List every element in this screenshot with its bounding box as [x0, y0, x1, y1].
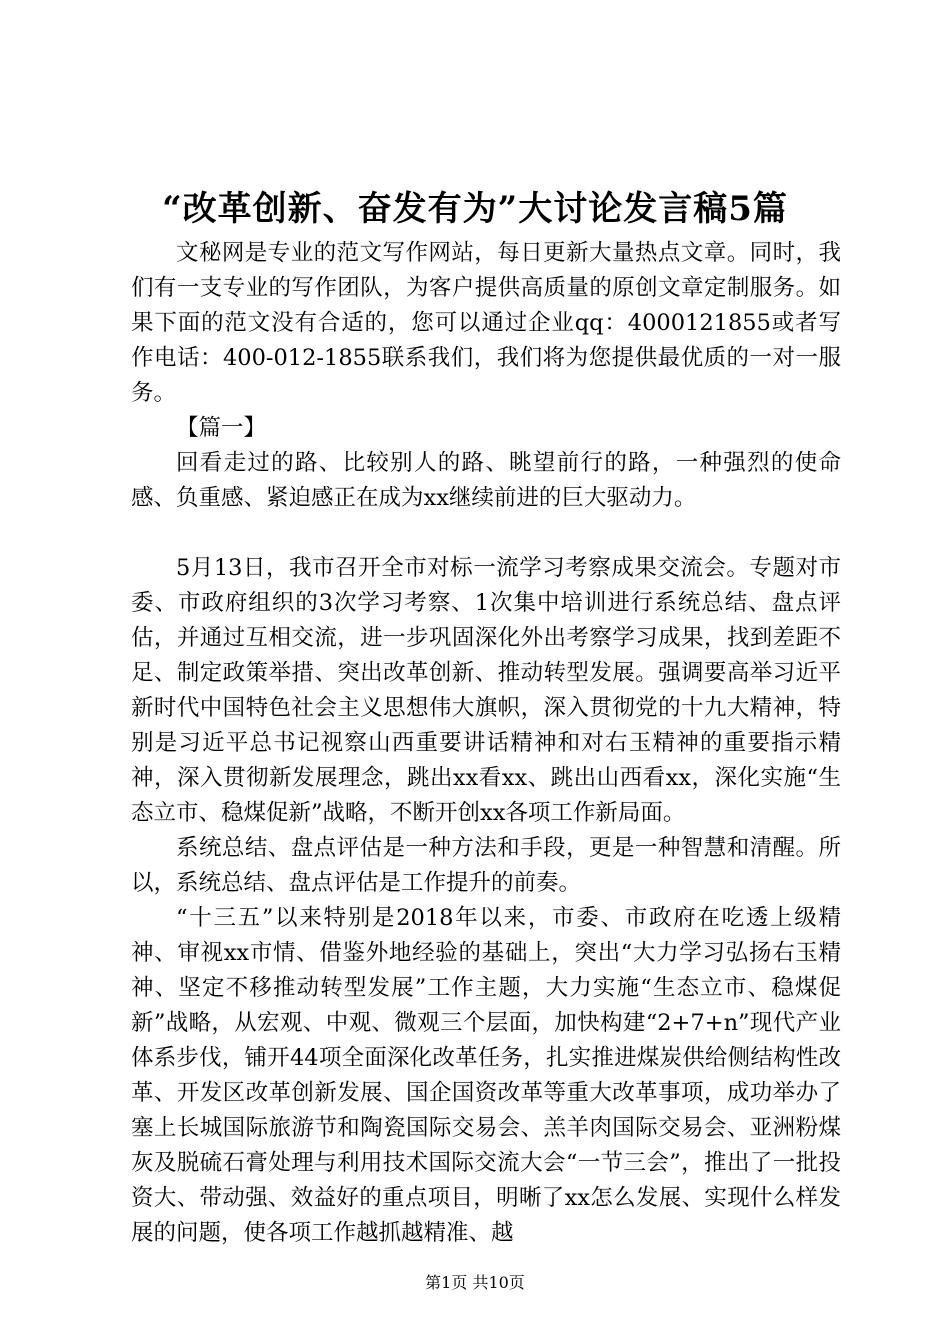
- document-body: [131, 236, 841, 1251]
- body-paragraph: 回看走过的路、比较别人的路、眺望前行的路，一种强烈的使命感、负重感、紧迫感正在成为xx继续前进的巨大驱动力。: [131, 450, 841, 511]
- body-paragraph: “十三五”以来特别是2018年以来，市委、市政府在吃透上级精神、审视xx市情、借鉴外地经验的基础上，突出“大力学习弘扬右玉精神、坚定不移推动转型发展”工作主题，大力实施“生态立市、稳煤促新”战略，从宏观、中观、微观三个层面，加快构建“2+7+n”现代产业体系步伐，铺开44项全面深化改革任务，扎实推进煤炭供给侧结构性改革、开发区改革创新发展、国企国资改革等重大改革事项，成功举办了塞上长城国际旅游节和陶瓷国际交易会、羔羊肉国际交易会、亚洲粉煤灰及脱硫石膏处理与利用技术国际交流大会“一节三会”，推出了一批投资大、带动强、效益好的重点项目，明晰了xx怎么发展、实现什么样发展的问题，使各项工作越抓越精准、越: [131, 905, 841, 1246]
- document-title: “改革创新、奋发有为”大讨论发言稿5篇: [162, 189, 788, 229]
- body-paragraph: 5月13日，我市召开全市对标一流学习考察成果交流会。专题对市委、市政府组织的3次学习考察、1次集中培训进行系统总结、盘点评估，并通过互相交流，进一步巩固深化外出考察学习成果，找到差距不足、制定政策举措、突出改革创新、推动转型发展。强调要高举习近平新时代中国特色社会主义思想伟大旗帜，深入贯彻党的十九大精神，特别是习近平总书记视察山西重要讲话精神和对右玉精神的重要指示精神，深入贯彻新发展理念，跳出xx看xx、跳出山西看xx，深化实施“生态立市、稳煤促新”战略，不断开创xx各项工作新局面。: [131, 555, 841, 826]
- section-heading: 【篇一】: [176, 415, 267, 441]
- intro-paragraph: 文秘网是专业的范文写作网站，每日更新大量热点文章。同时，我们有一支专业的写作团队，为客户提供高质量的原创文章定制服务。如果下面的范文没有合适的，您可以通过企业qq：4000121855或者写作电话：400-012-1855联系我们，我们将为您提供最优质的一对一服务。: [131, 240, 841, 406]
- body-paragraph: 系统总结、盘点评估是一种方法和手段，更是一种智慧和清醒。所以，系统总结、盘点评估是工作提升的前奏。: [131, 835, 841, 896]
- page-number-footer: 第1页 共10页: [425, 1273, 525, 1292]
